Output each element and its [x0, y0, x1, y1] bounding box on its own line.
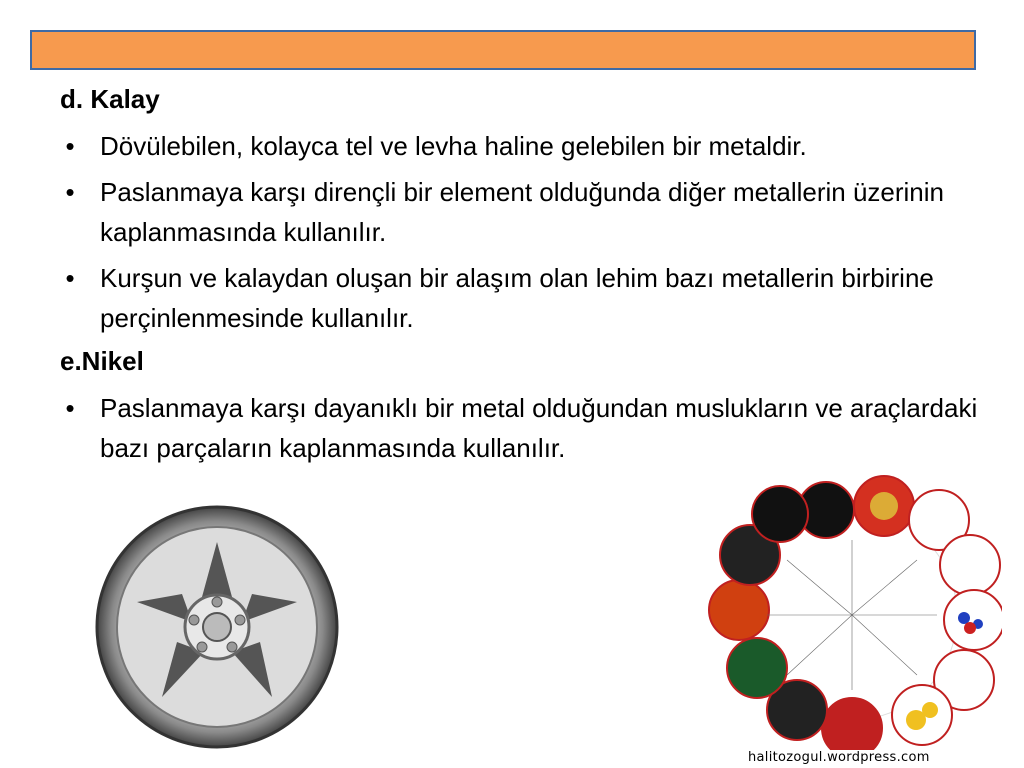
bullet-item: [60, 388, 980, 468]
title-bar: [30, 30, 976, 70]
bullet-text: Paslanmaya karşı dayanıklı bir metal olduğundan muslukların ve araçlardaki bazı parçaların kaplanmasında kullanılır.: [100, 393, 978, 463]
bullet-text: Kurşun ve kalaydan oluşan bir alaşım olan lehim bazı metallerin birbirine perçinlenmesinde kullanılır.: [100, 263, 934, 333]
bullet-glyph: •: [65, 393, 75, 423]
section-heading-nikel: e.Nikel: [60, 346, 144, 376]
bullet-text: Paslanmaya karşı dirençli bir element olduğunda diğer metallerin üzerinin kaplanmasında kullanılır.: [100, 177, 944, 247]
bullet-item: [60, 172, 980, 252]
bullet-item: [60, 258, 980, 338]
bullet-glyph: •: [65, 177, 75, 207]
wheel-hubcap-image: [92, 502, 342, 752]
section-heading-kalay: d. Kalay: [60, 84, 160, 114]
bullet-glyph: •: [65, 263, 75, 293]
image-credit: halitozogul.wordpress.com: [748, 750, 930, 765]
slide-content: [60, 82, 980, 474]
scale-circle-diagram: [702, 470, 1002, 750]
bullet-item: [60, 126, 980, 166]
bullet-text: Dövülebilen, kolayca tel ve levha haline gelebilen bir metaldir.: [100, 131, 807, 161]
bullet-glyph: •: [65, 131, 75, 161]
